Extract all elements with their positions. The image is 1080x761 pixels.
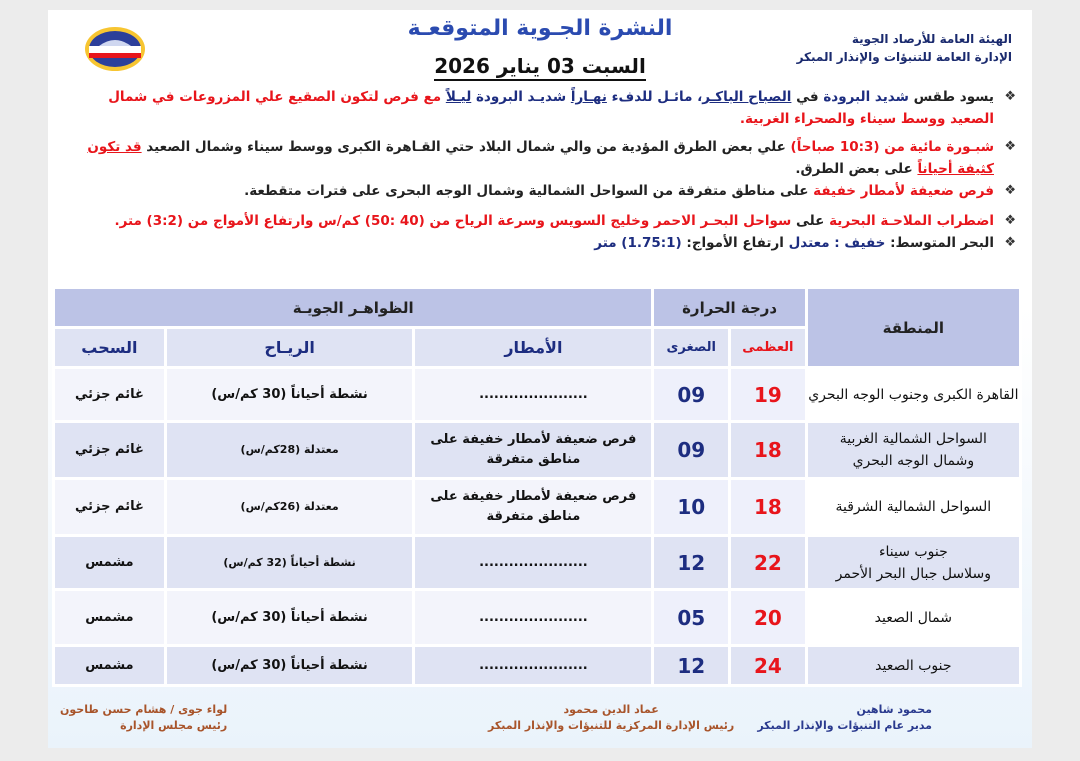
region-cell: القاهرة الكبرى وجنوب الوجه البحري <box>806 368 1020 422</box>
diamond-bullet-icon: ❖ <box>1004 213 1016 228</box>
diamond-bullet-icon: ❖ <box>1004 89 1016 104</box>
min-temp-cell: 10 <box>653 479 730 536</box>
diamond-bullet-icon: ❖ <box>1004 139 1016 154</box>
max-temp-cell: 18 <box>730 422 807 479</box>
wind-cell: معتدلة (26كم/س) <box>165 479 413 536</box>
region-cell: السواحل الشمالية الشرقية <box>806 479 1020 536</box>
phenomena-header: الظواهـر الجويـة <box>54 288 653 328</box>
rain-cell: فرص ضعيفة لأمطار خفيفة على مناطق متفرقة <box>414 422 653 479</box>
region-header: المنطقة <box>806 288 1020 368</box>
diamond-bullet-icon: ❖ <box>1004 235 1016 250</box>
max-temp-cell: 20 <box>730 590 807 646</box>
rain-cell: ...................... <box>414 646 653 686</box>
signature-board-chairman: لواء جوى / هشام حسن طاحون رئيس مجلس الإدارة <box>60 703 228 732</box>
bullet-general-weather: ❖ يسود طقس شديد البرودة في الصباح الباكـر، مائـل للدفء نهـاراً شديـد البرودة ليـلاً مع فرص لتكون الصقيع علي المزروعات في شمال الصعيد ووسط سيناء والصحراء الغربية. <box>68 86 1016 130</box>
signature-central-director: عماد الدين محمود رئيس الإدارة المركزية للتنبؤات والإنذار المبكر <box>488 703 735 732</box>
rain-cell: فرص ضعيفة لأمطار خفيفة على مناطق متفرقة <box>414 479 653 536</box>
clouds-cell: مشمس <box>54 646 166 686</box>
temperature-header: درجة الحرارة <box>653 288 806 328</box>
bullet-navigation: ❖ اضطراب الملاحـة البحرية على سواحل البحـر الاحمر وخليج السويس وسرعة الرياح من (40 :50) كم/س وارتفاع الأمواج من (3:2) متر. <box>68 210 1016 232</box>
diamond-bullet-icon: ❖ <box>1004 183 1016 198</box>
rain-header: الأمطار <box>414 328 653 368</box>
region-cell: السواحل الشمالية الغربية وشمال الوجه البحري <box>806 422 1020 479</box>
min-temp-header: الصغرى <box>653 328 730 368</box>
org-department: الإدارة العامة للتنبؤات والإنذار المبكر <box>796 50 1012 64</box>
table-row <box>54 422 1021 479</box>
max-temp-cell: 18 <box>730 479 807 536</box>
min-temp-cell: 09 <box>653 422 730 479</box>
clouds-cell: مشمس <box>54 590 166 646</box>
wind-cell: نشطة أحياناً (30 كم/س) <box>165 590 413 646</box>
bullet-fog: ❖ شبـورة مائية من (10:3 صباحاً) علي بعض الطرق المؤدية من والي شمال البلاد حتي القـاهرة الكبرى ووسط سيناء وشمال الصعيد قد تكون كثيفة أحياناً على بعض الطرق. <box>68 136 1016 180</box>
forecast-bullets <box>68 86 1016 254</box>
wind-cell: نشطة أحياناً (30 كم/س) <box>165 368 413 422</box>
bullet-rain: ❖ فرص ضعيفة لأمطار خفيفة على مناطق متفرقة من السواحل الشمالية وشمال الوجه البحرى على فترات متقطعة. <box>68 180 1016 202</box>
org-name: الهيئة العامة للأرصاد الجوية <box>851 32 1012 46</box>
min-temp-cell: 12 <box>653 536 730 590</box>
rain-cell: ...................... <box>414 590 653 646</box>
page-title: النشرة الجـوية المتوقعـة <box>407 16 673 41</box>
max-temp-cell: 24 <box>730 646 807 686</box>
table-row <box>54 590 1021 646</box>
min-temp-cell: 12 <box>653 646 730 686</box>
min-temp-cell: 05 <box>653 590 730 646</box>
rain-cell: ...................... <box>414 536 653 590</box>
region-cell: جنوب الصعيد <box>806 646 1020 686</box>
clouds-cell: مشمس <box>54 536 166 590</box>
table-row <box>54 368 1021 422</box>
bullet-mediterranean: ❖ البحر المتوسط: خفيف : معتدل ارتفاع الأمواج: (1.75:1) متر <box>68 232 1016 254</box>
max-temp-header: العظمى <box>730 328 807 368</box>
region-cell: شمال الصعيد <box>806 590 1020 646</box>
min-temp-cell: 09 <box>653 368 730 422</box>
wind-cell: نشطة أحياناً (32 كم/س) <box>165 536 413 590</box>
table-row <box>54 479 1021 536</box>
max-temp-cell: 19 <box>730 368 807 422</box>
signature-forecast-director: محمود شاهين مدير عام التنبؤات والإنذار المبكر <box>757 703 932 732</box>
bulletin-date: السبت 03 يناير 2026 <box>48 54 1032 78</box>
clouds-header: السحب <box>54 328 166 368</box>
max-temp-cell: 22 <box>730 536 807 590</box>
rain-cell: ...................... <box>414 368 653 422</box>
wind-cell: معتدلة (28كم/س) <box>165 422 413 479</box>
table-row <box>54 536 1021 590</box>
clouds-cell: غائم جزئي <box>54 422 166 479</box>
wind-cell: نشطة أحياناً (30 كم/س) <box>165 646 413 686</box>
wind-header: الريـاح <box>165 328 413 368</box>
table-row <box>54 646 1021 686</box>
clouds-cell: غائم جزئي <box>54 479 166 536</box>
bulletin-sheet <box>48 10 1032 748</box>
region-cell: جنوب سيناء وسلاسل جبال البحر الأحمر <box>806 536 1020 590</box>
clouds-cell: غائم جزئي <box>54 368 166 422</box>
forecast-table <box>52 286 1022 687</box>
